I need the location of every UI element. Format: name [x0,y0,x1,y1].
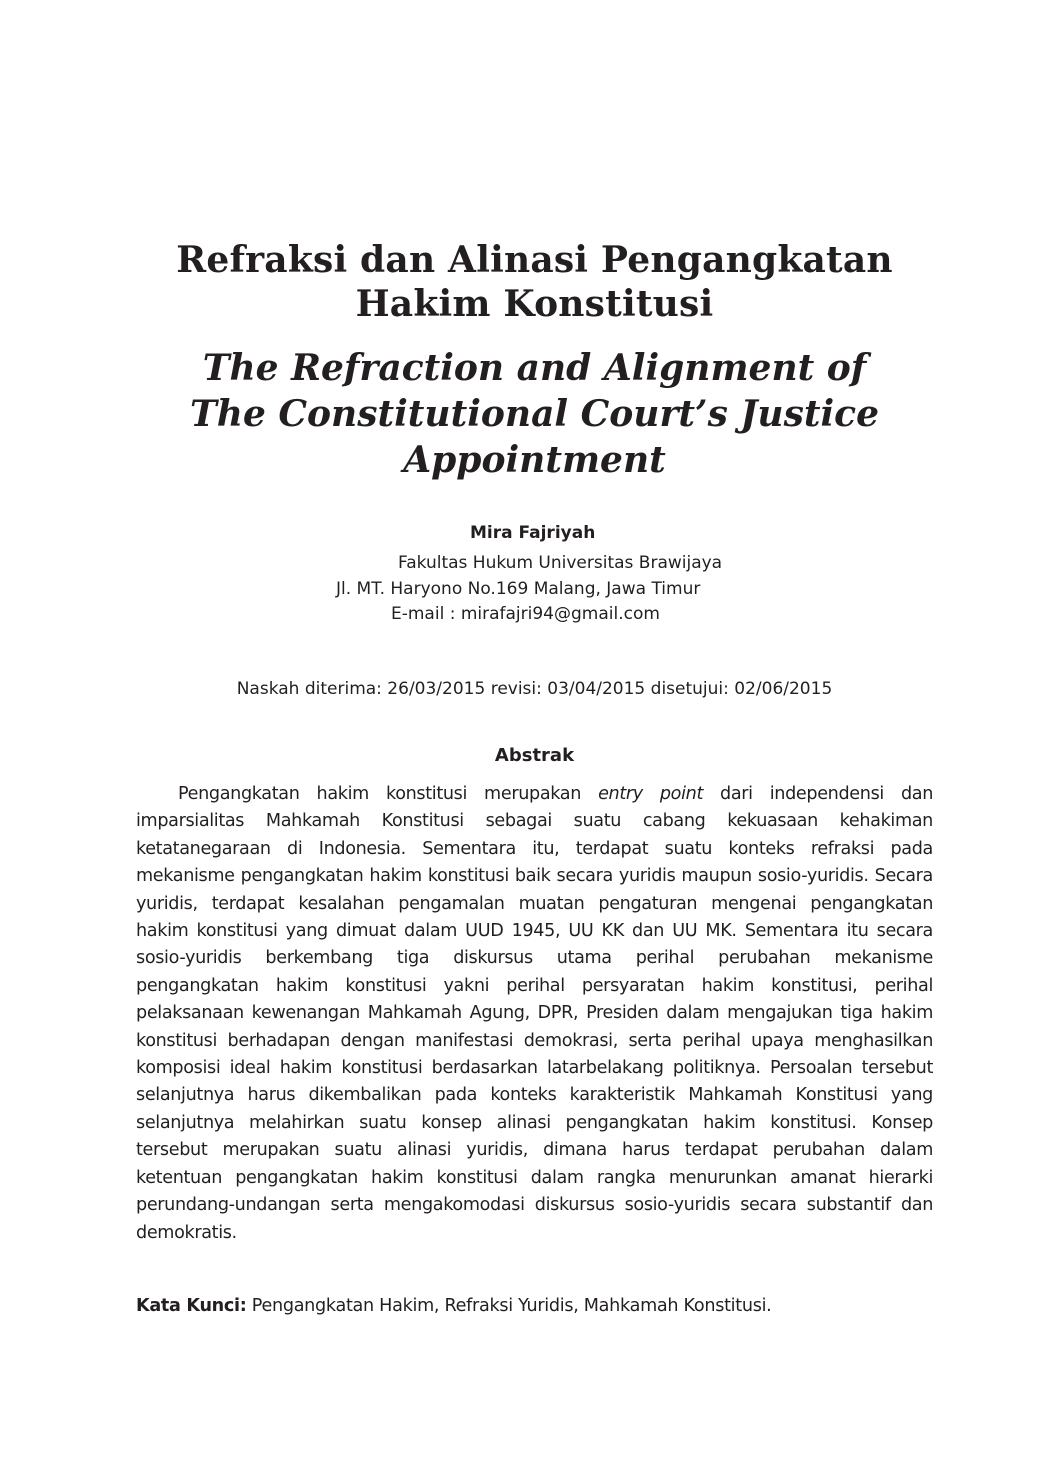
keywords-label: Kata Kunci: [136,1296,247,1316]
abstract-heading: Abstrak [494,745,575,766]
submission-dates: Naskah diterima: 26/03/2015 revisi: 03/04/2015 disetujui: 02/06/2015 [236,679,833,699]
abstract-text-start: Pengangkatan hakim konstitusi merupakan [178,784,599,804]
title-english-line-1: The Refraction and Alignment of [202,347,867,389]
abstract-text-rest: dari independensi dan imparsialitas Mahkamah Konstitusi sebagai suatu cabang kekuasaan kehakiman ketatanegaraan di Indonesia. Sementara itu, terdapat suatu konteks refraksi pada mekanisme pengangkatan hakim konstitusi baik secara yuridis maupun sosio-yuridis. Secara yuridis, terdapat kesalahan pengamalan muatan pengaturan mengenai pengangkatan hakim konstitusi yang dimuat dalam UUD 1945, UU KK dan UU MK. Sementara itu secara sosio-yuridis berkembang tiga diskursus utama perihal perubahan mekanisme pengangkatan hakim konstitusi yakni perihal persyaratan hakim konstitusi, perihal pelaksanaan kewenangan Mahkamah Agung, DPR, Presiden dalam mengajukan tiga hakim konstitusi berhadapan dengan manifestasi demokrasi, serta perihal upaya menghasilkan komposisi ideal hakim konstitusi berdasarkan latarbelakang politiknya. Persoalan tersebut selanjutnya harus dikembalikan pada konteks karakteristik Mahkamah Konstitusi yang selanjutnya melahirkan suatu konsep alinasi pengangkatan hakim konstitusi. Konsep tersebut merupakan suatu alinasi yuridis, dimana harus terdapat perubahan dalam ketentuan pengangkatan hakim konstitusi dalam rangka menurunkan amanat hierarki perundang-undangan serta mengakomodasi diskursus sosio-yuridis secara substantif dan demokratis. [136,784,934,1243]
keywords [136,1293,933,1320]
title-english-line-2: The Constitutional Court’s Justice [189,393,879,435]
author-affiliation: Fakultas Hukum Universitas Brawijaya [398,553,723,573]
author-email: E-mail : mirafajri94@gmail.com [391,604,660,624]
abstract-italic-term: entry point [598,784,703,804]
title-indonesian-line-2: Hakim Konstitusi [355,283,714,325]
abstract-body [136,781,933,1247]
keywords-value: Pengangkatan Hakim, Refraksi Yuridis, Mahkamah Konstitusi. [246,1296,772,1316]
title-indonesian-line-1: Refraksi dan Alinasi Pengangkatan [176,239,893,281]
title-english-line-3: Appointment [403,439,666,481]
author-name: Mira Fajriyah [470,523,596,543]
author-address: Jl. MT. Haryono No.169 Malang, Jawa Timur [336,579,701,599]
